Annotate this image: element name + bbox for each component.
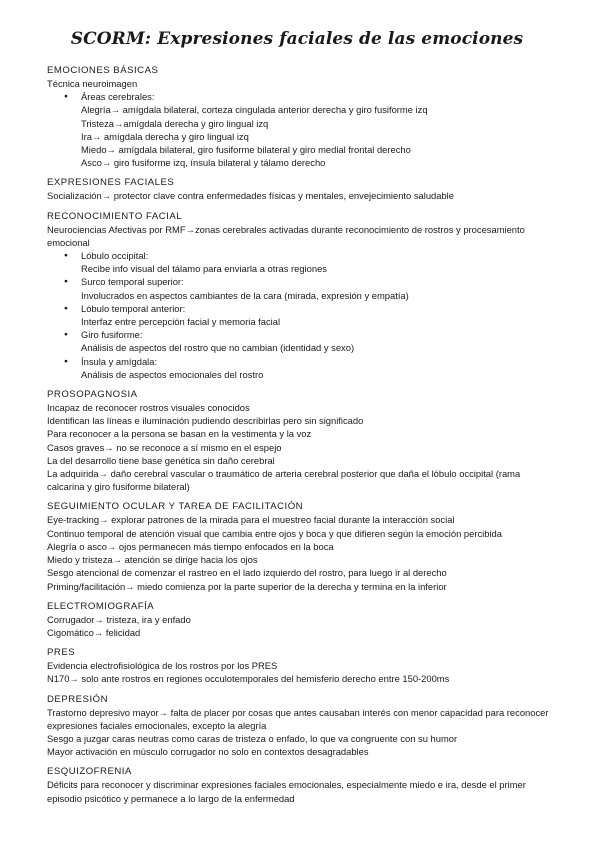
text-line: Para reconocer a la persona se basan en la vestimenta y la voz [47,428,312,440]
section-heading: ESQUIZOFRENIA [47,766,132,778]
text-line: Sesgo a juzgar caras neutras como caras de tristeza o enfado, lo que va congruente con su humor [47,732,458,744]
sub-line: Tristeza→amígdala derecha y giro lingual izq [81,117,269,129]
bullet-item: ● Lóbulo occipital: [47,249,557,262]
sub-line: Interfaz entre percepción facial y memoria facial [81,316,281,328]
text-line: Incapaz de reconocer rostros visuales conocidos [47,402,250,414]
section-heading: RECONOCIMIENTO FACIAL [47,210,183,222]
section-heading: SEGUIMIENTO OCULAR Y TAREA DE FACILITACIÓN [47,501,304,513]
section-expresiones-faciales [47,176,557,202]
section-electromiografia [47,600,557,639]
section-reconocimiento-facial [47,210,557,381]
text-line: La del desarrollo tiene base genética sin daño cerebral [47,454,275,466]
text-line: Evidencia electrofisiológica de los rostros por los PRES [47,660,278,672]
section-esquizofrenia [47,765,557,804]
bullet-item: ● Ínsula y amígdala: [47,355,557,368]
text-line: N170→ solo ante rostros en regiones occulotemporales del hemisferio derecho entre 150-200ms [47,673,450,685]
section-prosopagnosia [47,388,557,493]
sub-line: Asco→ giro fusiforme izq, ínsula bilateral y tálamo derecho [81,157,326,169]
text-line: Eye-tracking→ explorar patrones de la mirada para el muestreo facial durante la interacción social [47,514,455,526]
sub-line: Análisis de aspectos emocionales del rostro [81,368,264,380]
section-seguimiento-ocular [47,500,557,592]
text-line: Miedo y tristeza→ atención se dirige hacia los ojos [47,554,258,566]
text-line: Alegría o asco→ ojos permanecen más tiempo enfocados en la boca [47,540,334,552]
bullet-item: ● Áreas cerebrales: [47,90,557,103]
text-line: Cigomático→ felicidad [47,626,141,638]
sub-line: Recibe info visual del tálamo para enviarla a otras regiones [81,263,327,275]
text-line: Corrugador→ tristeza, ira y enfado [47,613,191,625]
section-heading: PROSOPAGNOSIA [47,389,138,401]
document-title: SCORM: Expresiones faciales de las emociones [70,29,524,49]
text-line: Trastorno depresivo mayor→ falta de placer por cosas que antes causaban interés con menor capacidad para reconocer expresiones faciales emocionales, excepto la alegría [47,706,549,731]
section-heading: ELECTROMIOGRAFÍA [47,600,155,612]
document-page [47,28,557,812]
text-line: Continuo temporal de atención visual que cambia entre ojos y boca y que difieren según la emoción percibida [47,527,502,539]
section-heading: PRES [47,647,76,659]
sub-line: Análisis de aspectos del rostro que no cambian (identidad y sexo) [81,342,355,354]
section-depresion [47,693,557,759]
bullet-item: ● Giro fusiforme: [47,328,557,341]
section-emociones-basicas [47,64,557,169]
sub-line: Involucrados en aspectos cambiantes de la cara (mirada, expresión y empatía) [81,289,409,301]
text-line: Déficits para reconocer y discriminar expresiones faciales emocionales, especialmente miedo e ira, desde el primer episodio psicótico y permanece a lo largo de la enfermedad [47,779,526,804]
text-line: La adquirida→ daño cerebral vascular o traumático de arteria cerebral posterior que daña el lóbulo occipital (rama calcarina y giro fusiforme bilateral) [47,468,521,493]
section-pres [47,646,557,685]
text-line: Mayor activación en músculo corrugador no solo en contextos desagradables [47,746,369,758]
text-line: Socialización→ protector clave contra enfermedades físicas y mentales, envejecimiento saludable [47,190,454,202]
bullet-item: ● Surco temporal superior: [47,275,557,288]
sub-line: Miedo→ amígdala bilateral, giro fusiforme bilateral y giro medial frontal derecho [81,144,411,156]
text-line: Identifican las líneas e iluminación pudiendo describirlas pero sin significado [47,415,364,427]
sub-line: Ira→ amígdala derecha y giro lingual izq [81,130,249,142]
text-line: Técnica neuroimagen [47,78,138,89]
text-line: Sesgo atencional de comenzar el rastreo en el lado izquierdo del rostro, para luego ir al derecho [47,567,447,579]
section-heading: EMOCIONES BÁSICAS [47,65,159,76]
sub-line: Alegría→ amígdala bilateral, corteza cingulada anterior derecha y giro fusiforme izq [81,104,428,116]
text-line: Neurociencias Afectivas por RMF→zonas cerebrales activadas durante reconocimiento de rostros y procesamiento emocional [47,223,525,248]
text-line: Casos graves→ no se reconoce a sí mismo en el espejo [47,441,282,453]
section-heading: EXPRESIONES FACIALES [47,177,175,189]
bullet-item: ● Lóbulo temporal anterior: [47,302,557,315]
section-heading: DEPRESIÓN [47,693,109,705]
text-line: Priming/facilitación→ miedo comienza por la parte superior de la derecha y termina en la inferior [47,580,447,592]
